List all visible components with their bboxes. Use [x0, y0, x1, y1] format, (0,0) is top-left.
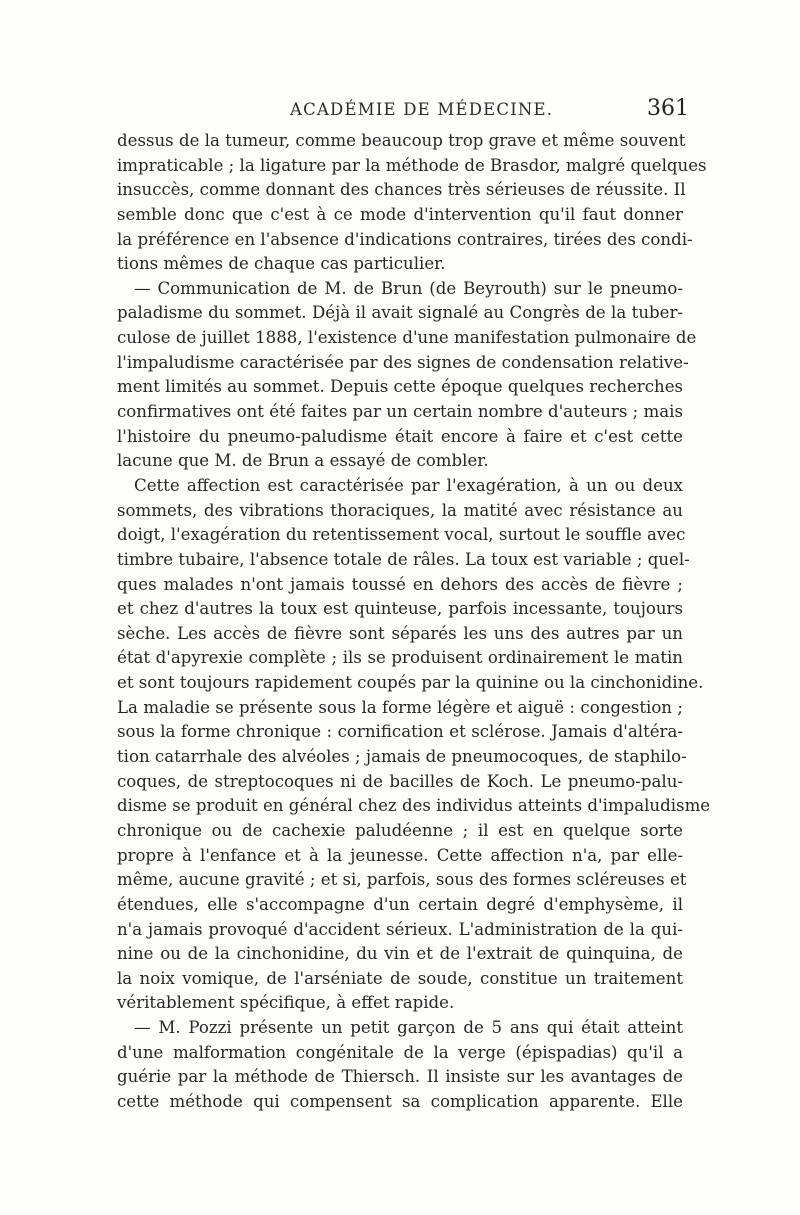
text-line: confirmatives ont été faites par un certain nombre d'auteurs ; mais: [117, 402, 683, 422]
text-line: Cette affection est caractérisée par l'exagération, à un ou deux: [134, 475, 683, 495]
text-line: tions mêmes de chaque cas particulier.: [117, 254, 446, 274]
text-line: lacune que M. de Brun a essayé de combler.: [117, 451, 489, 471]
text-line: et sont toujours rapidement coupés par la quinine ou la cinchonidine.: [117, 673, 704, 693]
text-line: — M. Pozzi présente un petit garçon de 5 ans qui était atteint: [134, 1018, 683, 1038]
text-line: véritablement spécifique, à effet rapide.: [117, 993, 455, 1013]
text-line: nine ou de la cinchonidine, du vin et de l'extrait de quinquina, de: [117, 944, 683, 964]
text-line: — Communication de M. de Brun (de Beyrouth) sur le pneumo-: [134, 278, 683, 298]
text-line: semble donc que c'est à ce mode d'intervention qu'il faut donner: [117, 204, 683, 224]
text-line: état d'apyrexie complète ; ils se produisent ordinairement le matin: [117, 648, 683, 668]
body-text: [117, 129, 711, 1115]
text-line: chronique ou de cachexie paludéenne ; il est en quelque sorte: [117, 820, 683, 840]
text-line: étendues, elle s'accompagne d'un certain degré d'emphysème, il: [117, 894, 683, 914]
text-line: disme se produit en général chez des individus atteints d'impaludisme: [117, 796, 711, 816]
running-head-title: ACADÉMIE DE MÉDECINE.: [290, 100, 554, 119]
running-head: [0, 96, 800, 126]
text-line: sommets, des vibrations thoraciques, la matité avec résistance au: [117, 500, 683, 520]
text-line: ment limités au sommet. Depuis cette époque quelques recherches: [117, 377, 684, 397]
text-line: l'histoire du pneumo-paludisme était encore à faire et c'est cette: [117, 426, 683, 446]
text-line: impraticable ; la ligature par la méthode de Brasdor, malgré quelques: [117, 155, 707, 175]
text-line: même, aucune gravité ; et si, parfois, sous des formes scléreuses et: [117, 870, 687, 890]
text-line: ques malades n'ont jamais toussé en dehors des accès de fièvre ;: [117, 574, 683, 594]
text-line: la noix vomique, de l'arséniate de soude, constitue un traitement: [117, 968, 683, 988]
text-line: d'une malformation congénitale de la verge (épispadias) qu'il a: [117, 1042, 683, 1062]
text-line: tion catarrhale des alvéoles ; jamais de pneumocoques, de staphilo-: [117, 747, 687, 767]
text-line: propre à l'enfance et à la jeunesse. Cette affection n'a, par elle-: [117, 845, 683, 865]
text-line: timbre tubaire, l'absence totale de râles. La toux est variable ; quel-: [117, 549, 690, 569]
text-line: la préférence en l'absence d'indications contraires, tirées des condi-: [117, 229, 693, 249]
text-line: n'a jamais provoqué d'accident sérieux. L'administration de la qui-: [117, 919, 683, 939]
text-line: et chez d'autres la toux est quinteuse, parfois incessante, toujours: [117, 599, 683, 619]
text-line: sous la forme chronique : cornification et sclérose. Jamais d'altéra-: [117, 722, 683, 742]
text-line: sèche. Les accès de fièvre sont séparés les uns des autres par un: [117, 623, 683, 643]
text-line: doigt, l'exagération du retentissement vocal, surtout le souffle avec: [117, 525, 686, 545]
text-line: dessus de la tumeur, comme beaucoup trop grave et même souvent: [117, 131, 686, 150]
text-line: paladisme du sommet. Déjà il avait signalé au Congrès de la tuber-: [117, 303, 683, 323]
text-line: cette méthode qui compensent sa complication apparente. Elle: [117, 1091, 683, 1111]
text-line: La maladie se présente sous la forme légère et aiguë : congestion ;: [117, 697, 683, 717]
text-line: culose de juillet 1888, l'existence d'une manifestation pulmonaire de: [117, 328, 697, 348]
text-line: coques, de streptocoques ni de bacilles de Koch. Le pneumo-palu-: [117, 771, 683, 791]
text-line: guérie par la méthode de Thiersch. Il insiste sur les avantages de: [117, 1067, 683, 1087]
text-line: l'impaludisme caractérisée par des signes de condensation relative-: [117, 352, 689, 372]
page-number: 361: [647, 96, 689, 121]
text-line: insuccès, comme donnant des chances très sérieuses de réussite. Il: [117, 180, 686, 200]
